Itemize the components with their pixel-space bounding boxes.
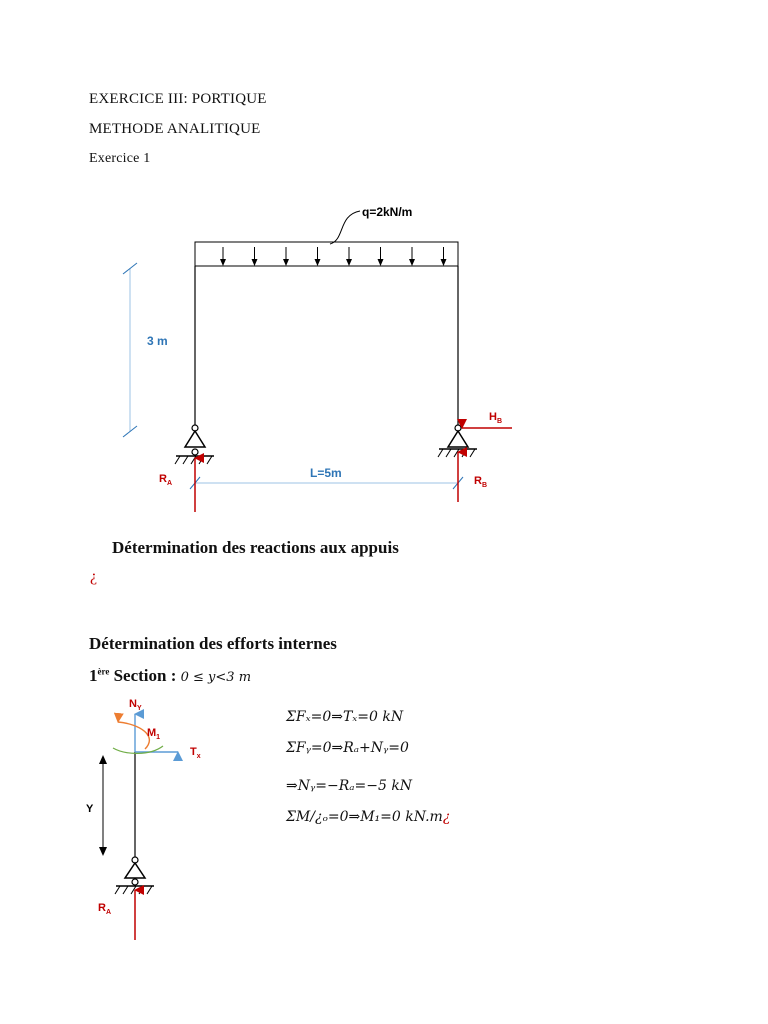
missing-equation-placeholder: ¿: [90, 568, 98, 585]
load-callout-line: [330, 211, 360, 244]
document-title: EXERCICE III: PORTIQUE: [89, 91, 267, 107]
section-pin-support: [115, 857, 154, 894]
load-arrow-head: [252, 259, 258, 266]
exercise-label: Exercice 1: [89, 151, 151, 166]
reaction-a-label: $R_A$: [159, 473, 173, 487]
section-free-body-figure: [0, 690, 300, 950]
equation-ny-value: ⇒Nᵧ=−Rₐ=−5 kN: [286, 778, 413, 794]
subsection-heading: 1ère Section : 0 ≤ y<3 m: [89, 666, 252, 685]
method-title: METHODE ANALITIQUE: [89, 121, 261, 137]
load-arrows: [220, 247, 447, 266]
section-range: 0 ≤ y<3 m: [180, 670, 252, 685]
equation-sum-m: ΣM/¿ₒ=0⇒M₁=0 kN.m¿: [286, 809, 451, 825]
moment-label: $M_1$: [147, 727, 161, 741]
span-label: L=5m: [310, 466, 342, 480]
load-arrow-head: [220, 259, 226, 266]
load-arrow-head: [346, 259, 352, 266]
normal-force-label: $N_Y$: [129, 698, 142, 712]
load-arrow-head: [283, 259, 289, 266]
internal-forces-heading: Détermination des efforts internes: [89, 634, 337, 653]
height-label: 3 m: [147, 334, 168, 348]
load-label: q=2kN/m: [362, 205, 413, 219]
load-arrow-head: [378, 259, 384, 266]
distributed-load-box: [195, 242, 458, 266]
shear-force-label: $T_x$: [190, 746, 201, 760]
y-dimension-label: Y: [86, 803, 94, 815]
load-arrow-head: [441, 259, 447, 266]
moment-arc: [118, 722, 149, 749]
load-arrow-head: [409, 259, 415, 266]
missing-glyph: ¿: [442, 809, 451, 825]
horizontal-reaction-b-label: $H_B$: [489, 411, 503, 425]
reactions-heading: Détermination des reactions aux appuis: [112, 538, 399, 557]
equation-sum-fy: ΣFᵧ=0⇒Rₐ+Nᵧ=0: [286, 740, 409, 756]
load-arrow-head: [315, 259, 321, 266]
reaction-b-label: $R_B$: [474, 475, 488, 489]
equation-sum-fx: ΣFₓ=0⇒Tₓ=0 kN: [286, 709, 404, 725]
section-reaction-a-label: $R_A$: [98, 902, 112, 916]
portal-frame-figure: [0, 190, 768, 520]
